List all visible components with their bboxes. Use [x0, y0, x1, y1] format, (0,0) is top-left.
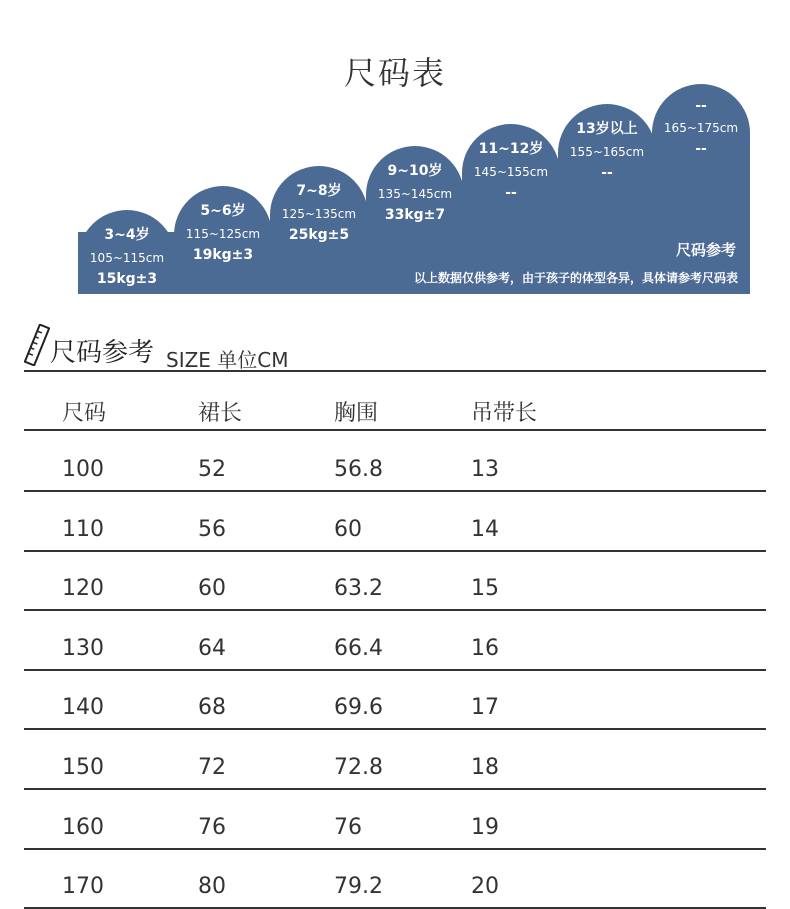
table-cell: 13	[471, 457, 499, 482]
table-cell: 63.2	[334, 576, 383, 602]
size-arch	[78, 210, 176, 294]
table-row	[24, 550, 766, 611]
table-cell: 72	[198, 755, 226, 780]
table-row	[24, 848, 766, 909]
arch-age: --	[695, 98, 707, 114]
section-header	[24, 322, 766, 372]
size-arch	[174, 186, 272, 294]
table-row	[24, 610, 766, 671]
table-cell: 79.2	[334, 874, 383, 900]
table-cell: 68	[198, 695, 226, 721]
table-cell: 60	[334, 516, 362, 542]
arch-age: 13岁以上	[576, 121, 638, 137]
table-cell: 150	[62, 755, 104, 780]
band-note: 以上数据仅供参考，由于孩子的体型各异，具体请参考尺码表	[413, 271, 738, 285]
table-cell: 66.4	[334, 635, 383, 661]
arch-age: 11~12岁	[478, 141, 544, 157]
table-cell: 76	[334, 814, 362, 840]
header-skirt-length: 裙长	[198, 401, 243, 426]
table-cell: 72.8	[334, 755, 383, 780]
arch-height: 115~125cm	[185, 227, 261, 241]
table-cell: 56	[198, 516, 226, 542]
table-cell: 140	[62, 695, 104, 721]
header-strap-length: 吊带长	[471, 401, 538, 426]
table-row	[24, 431, 766, 492]
arch-weight: 19kg±3	[192, 247, 254, 263]
arch-weight: --	[601, 165, 613, 181]
table-header-row	[24, 370, 766, 431]
table-cell: 69.6	[334, 695, 383, 721]
table-cell: 170	[62, 874, 104, 900]
table-row	[24, 729, 766, 790]
table-cell: 16	[471, 635, 499, 661]
arch-height: 145~155cm	[473, 165, 549, 179]
arch-height: 105~115cm	[89, 251, 165, 265]
section-heading: 尺码参考	[50, 338, 155, 368]
arch-weight: --	[505, 185, 517, 201]
table-cell: 160	[62, 814, 104, 840]
header-bust: 胸围	[334, 401, 379, 426]
table-cell: 64	[198, 635, 226, 661]
arch-age: 7~8岁	[296, 183, 342, 199]
header-size: 尺码	[62, 401, 107, 426]
table-cell: 20	[471, 874, 499, 900]
arch-weight: --	[695, 141, 707, 157]
table-row	[24, 491, 766, 552]
table-row	[24, 789, 766, 850]
arch-height: 125~135cm	[281, 207, 357, 221]
arch-age: 5~6岁	[200, 203, 246, 219]
size-arch	[652, 84, 750, 294]
arch-age: 9~10岁	[387, 163, 443, 179]
arch-weight: 33kg±7	[384, 207, 446, 223]
size-arch	[270, 166, 368, 294]
arch-height: 135~145cm	[377, 187, 453, 201]
table-cell: 52	[198, 457, 226, 482]
arch-age: 3~4岁	[104, 227, 150, 243]
table-cell: 100	[62, 457, 104, 482]
table-cell: 14	[471, 516, 499, 542]
arch-weight: 25kg±5	[288, 227, 350, 243]
section-subheading: SIZE 单位CM	[166, 348, 289, 372]
table-cell: 56.8	[334, 457, 383, 482]
size-arch-chart	[78, 84, 748, 294]
table-cell: 76	[198, 814, 226, 840]
table-row	[24, 669, 766, 730]
table-cell: 18	[471, 755, 499, 780]
arch-height: 155~165cm	[569, 145, 645, 159]
table-cell: 110	[62, 516, 104, 542]
table-cell: 19	[471, 814, 499, 840]
arch-height: 165~175cm	[663, 121, 739, 135]
arch-weight: 15kg±3	[96, 271, 158, 287]
table-cell: 120	[62, 576, 104, 602]
table-cell: 17	[471, 695, 499, 721]
table-cell: 80	[198, 874, 226, 900]
page-title: 尺码表	[343, 54, 446, 92]
band-title: 尺码参考	[675, 241, 736, 259]
ruler-icon	[24, 324, 50, 366]
table-cell: 15	[471, 576, 499, 602]
size-arch	[558, 104, 656, 294]
table-cell: 60	[198, 576, 226, 602]
table-cell: 130	[62, 635, 104, 661]
